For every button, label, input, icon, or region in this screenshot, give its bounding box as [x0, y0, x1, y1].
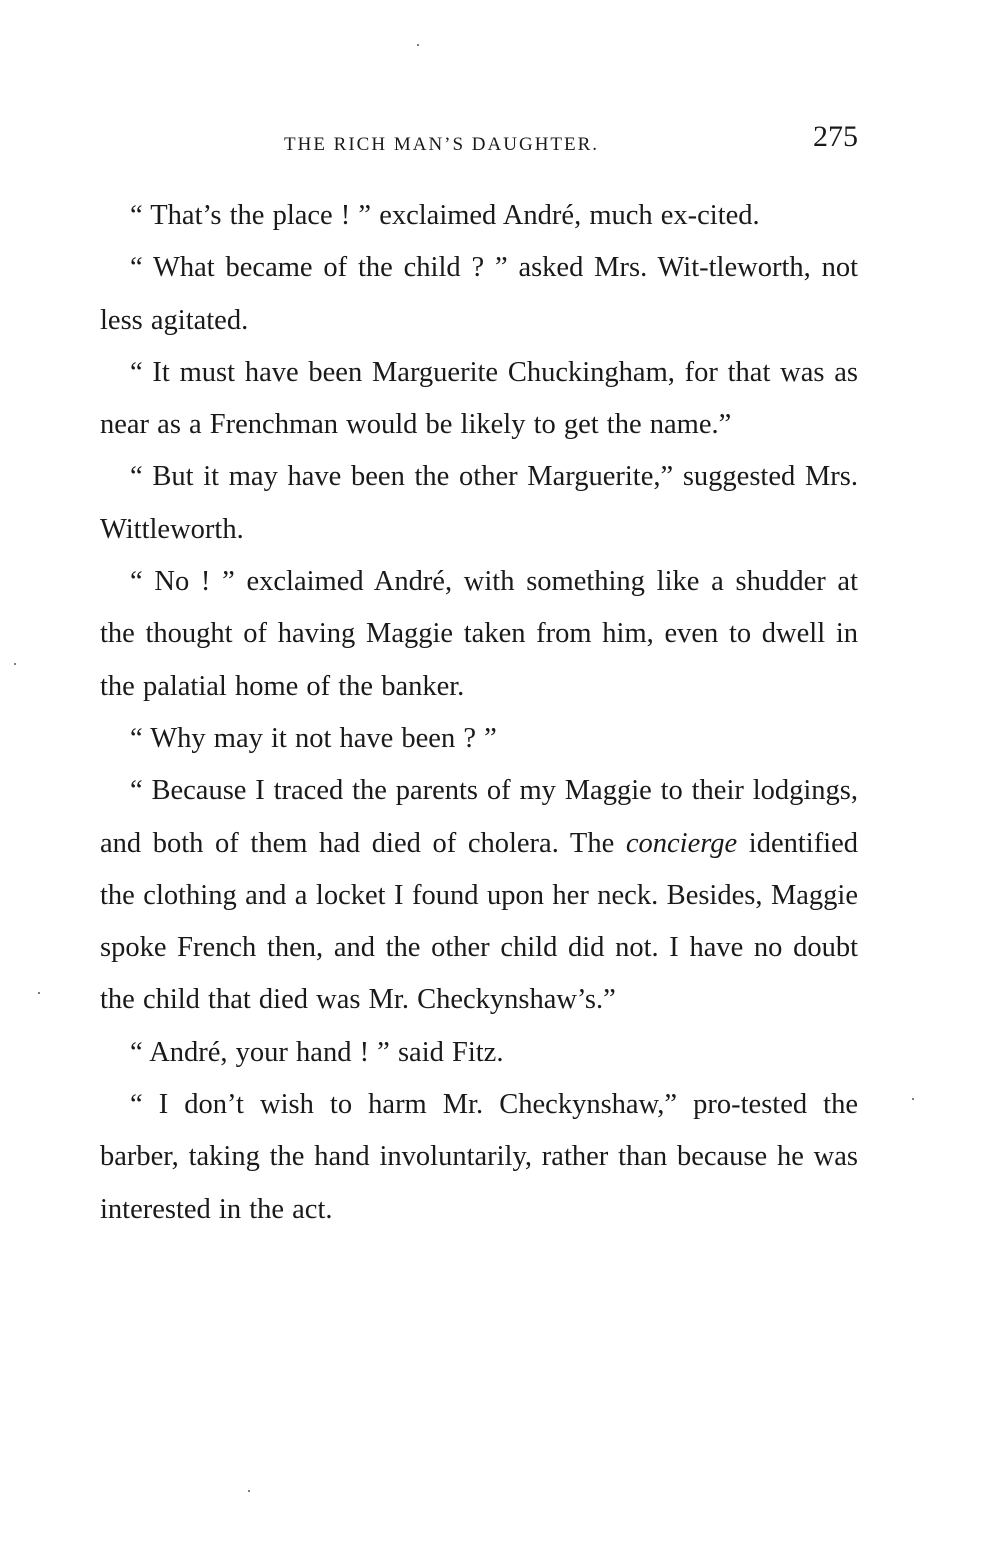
- scan-speck: [248, 1490, 250, 1492]
- book-page: [100, 120, 858, 1236]
- paragraph: “ It must have been Marguerite Chuckingham, for that was as near as a Frenchman would be likely to get the name.”: [100, 356, 858, 441]
- paragraph: “ I don’t wish to harm Mr. Checkynshaw,” pro-tested the barber, taking the hand involuntarily, rather than because he was interested in the act.: [100, 1089, 858, 1225]
- paragraph: “ What became of the child ? ” asked Mrs. Wit-tleworth, not less agitated.: [100, 252, 858, 336]
- scan-speck: [14, 663, 16, 665]
- page-number: 275: [813, 120, 858, 153]
- paragraph: [100, 765, 858, 1026]
- running-head: [100, 120, 858, 170]
- scan-speck: [417, 44, 419, 46]
- paragraph: “ But it may have been the other Marguerite,” suggested Mrs. Wittleworth.: [100, 461, 858, 545]
- paragraph: “ No ! ” exclaimed André, with something like a shudder at the thought of having Maggie taken from him, even to dwell in the palatial home of the banker.: [100, 566, 858, 702]
- paragraph: “ That’s the place ! ” exclaimed André, much ex-cited.: [130, 200, 760, 231]
- paragraph-text: identified the clothing and a locket I found upon her neck. Besides, Maggie spoke French then, and the other child did not. I have no doubt the child that died was Mr. Checkynshaw’s.”: [100, 827, 859, 1016]
- paragraph: “ André, your hand ! ” said Fitz.: [130, 1036, 504, 1068]
- scan-speck: [38, 992, 40, 994]
- running-title: THE RICH MAN’S DAUGHTER.: [284, 134, 600, 155]
- italic-word: concierge: [625, 827, 738, 859]
- paragraph: “ Why may it not have been ? ”: [130, 722, 497, 754]
- scan-speck: [912, 1098, 914, 1100]
- body-text: [100, 190, 858, 1236]
- paragraph-text: “ Because I traced the parents of my Maggie to their lodgings, and both of them had died of cholera. The: [100, 775, 858, 859]
